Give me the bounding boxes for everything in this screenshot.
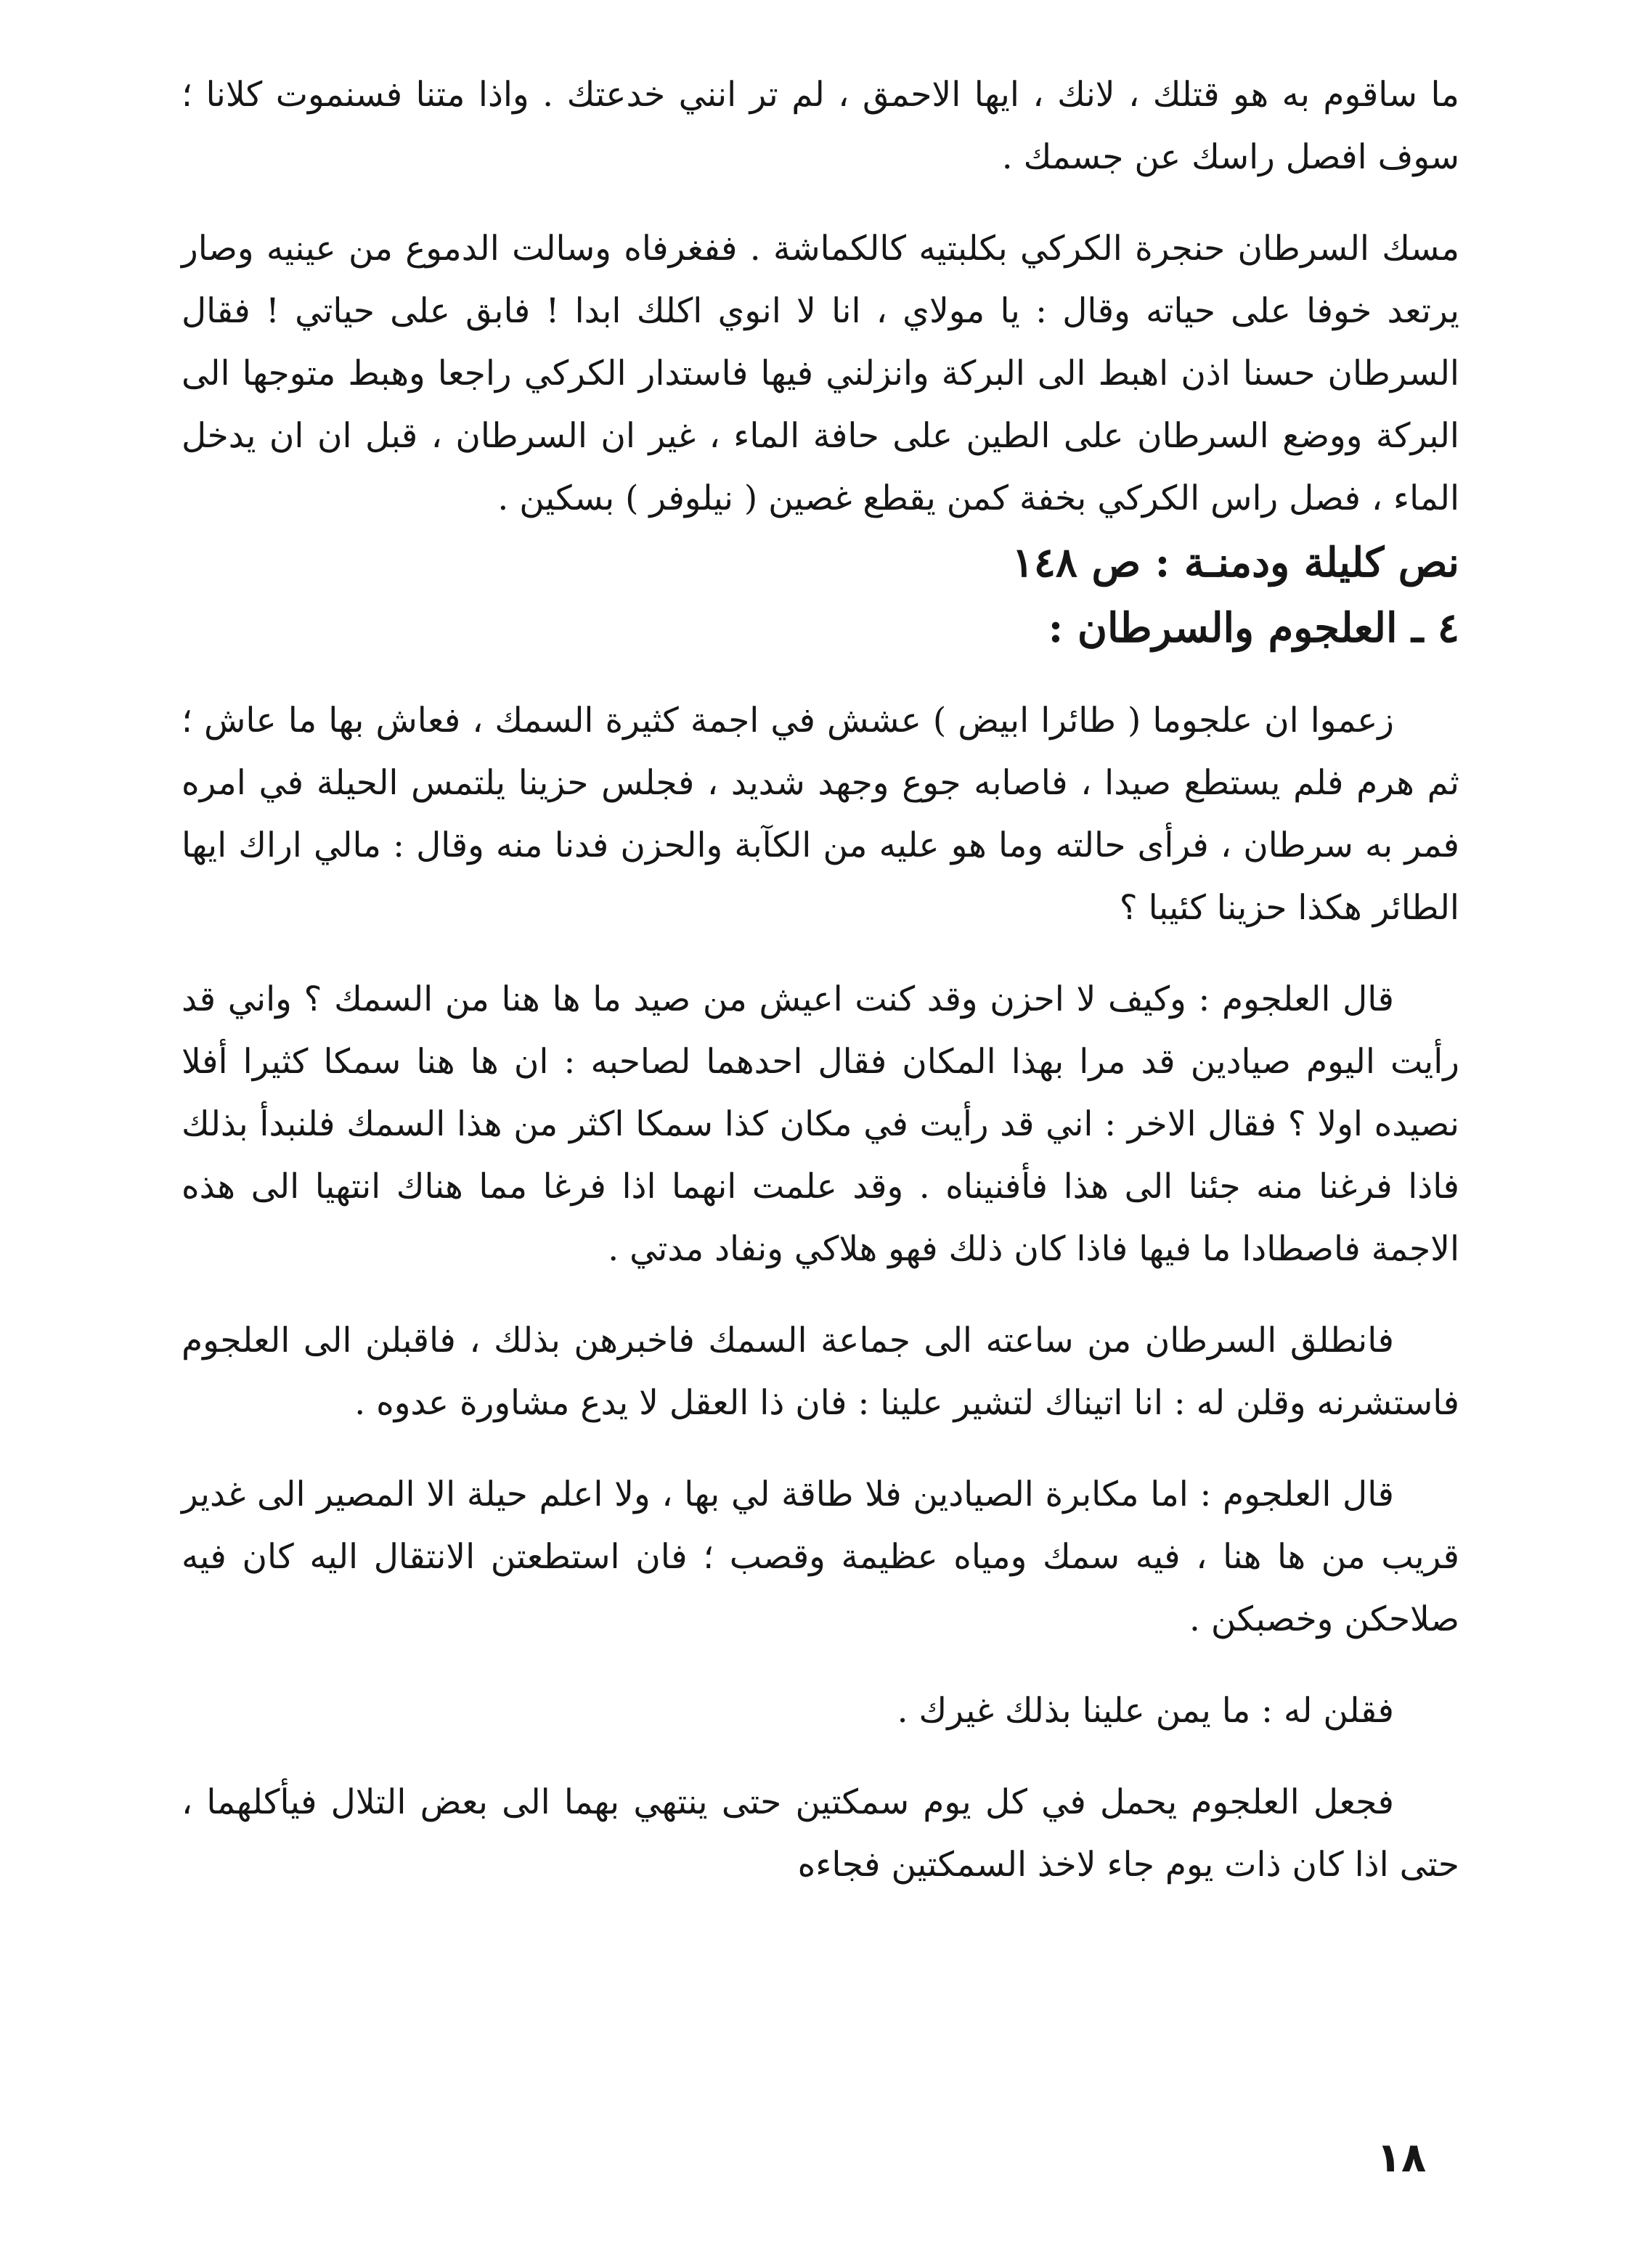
story-title: ٤ ـ العلجوم والسرطان : <box>1048 604 1459 652</box>
paragraph-heron-advice: قال العلجوم : اما مكابرة الصيادين فلا طاقة لي بها ، ولا اعلم حيلة الا المصير الى غدير قريب من ها هنا ، فيه سمك ومياه عظيمة وقصب ؛ فان استطعتن الانتقال اليه كان فيه صلاحكن وخصبكن . <box>182 1474 1459 1639</box>
paragraph-heron-speech: قال العلجوم : وكيف لا احزن وقد كنت اعيش من صيد ما ها هنا من السمك ؟ واني قد رأيت اليوم صيادين قد مرا بهذا المكان فقال احدهما لصاحبه : ان ها هنا سمكا كثيرا أفلا نصيده اولا ؟ فقال الاخر : اني قد رأيت في مكان كذا سمكا اكثر من هذا السمك فلنبدأ بذلك فاذا فرغنا منه جئنا الى هذا فأفنيناه . وقد علمت انهما اذا فرغا مما هناك انتهيا الى هذه الاجمة فاصطادا ما فيها فاذا كان ذلك فهو هلاكي ونفاد مدتي . <box>182 979 1459 1269</box>
page-body <box>182 64 1459 1896</box>
page-number: ١٨ <box>1376 2134 1427 2182</box>
paragraph-crab-kills-heron: مسك السرطان حنجرة الكركي بكلبتيه كالكماشة . ففغرفاه وسالت الدموع من عينيه وصار يرتعد خوفا على حياته وقال : يا مولاي ، انا لا انوي اكلك ابدا ! فابق على حياتي ! فقال السرطان حسنا اذن اهبط الى البركة وانزلني فيها فاستدار الكركي راجعا وهبط متوجها الى البركة ووضع السرطان على الطين على حافة الماء ، غير ان السرطان ، قبل ان ان يدخل الماء ، فصل راس الكركي بخفة كمن يقطع غصين ( نيلوفر ) بسكين . <box>182 229 1459 518</box>
source-heading: نص كليلة ودمنـة : ص ١٤٨ <box>1011 539 1459 587</box>
paragraph-crab-threat: ما ساقوم به هو قتلك ، لانك ، ايها الاحمق ، لم تر انني خدعتك . واذا متنا فسنموت كلانا ؛ سوف افصل راسك عن جسمك . <box>182 75 1459 177</box>
paragraph-heron-intro: زعموا ان علجوما ( طائرا ابيض ) عشش في اجمة كثيرة السمك ، فعاش بها ما عاش ؛ ثم هرم فلم يستطع صيدا ، فاصابه جوع وجهد شديد ، فجلس حزينا يلتمس الحيلة في امره فمر به سرطان ، فرأى حالته وما هو عليه من الكآبة والحزن فدنا منه وقال : مالي اراك ايها الطائر هكذا حزينا كئيبا ؟ <box>182 701 1459 928</box>
paragraph-fish-consult: فانطلق السرطان من ساعته الى جماعة السمك فاخبرهن بذلك ، فاقبلن الى العلجوم فاستشرنه وقلن له : انا اتيناك لتشير علينا : فان ذا العقل لا يدع مشاورة عدوه . <box>182 1321 1459 1423</box>
paragraph-heron-eats: فجعل العلجوم يحمل في كل يوم سمكتين حتى ينتهي بهما الى بعض التلال فيأكلهما ، حتى اذا كان ذات يوم جاء لاخذ السمكتين فجاءه <box>182 1782 1459 1885</box>
paragraph-fish-reply: فقلن له : ما يمن علينا بذلك غيرك . <box>897 1691 1394 1731</box>
